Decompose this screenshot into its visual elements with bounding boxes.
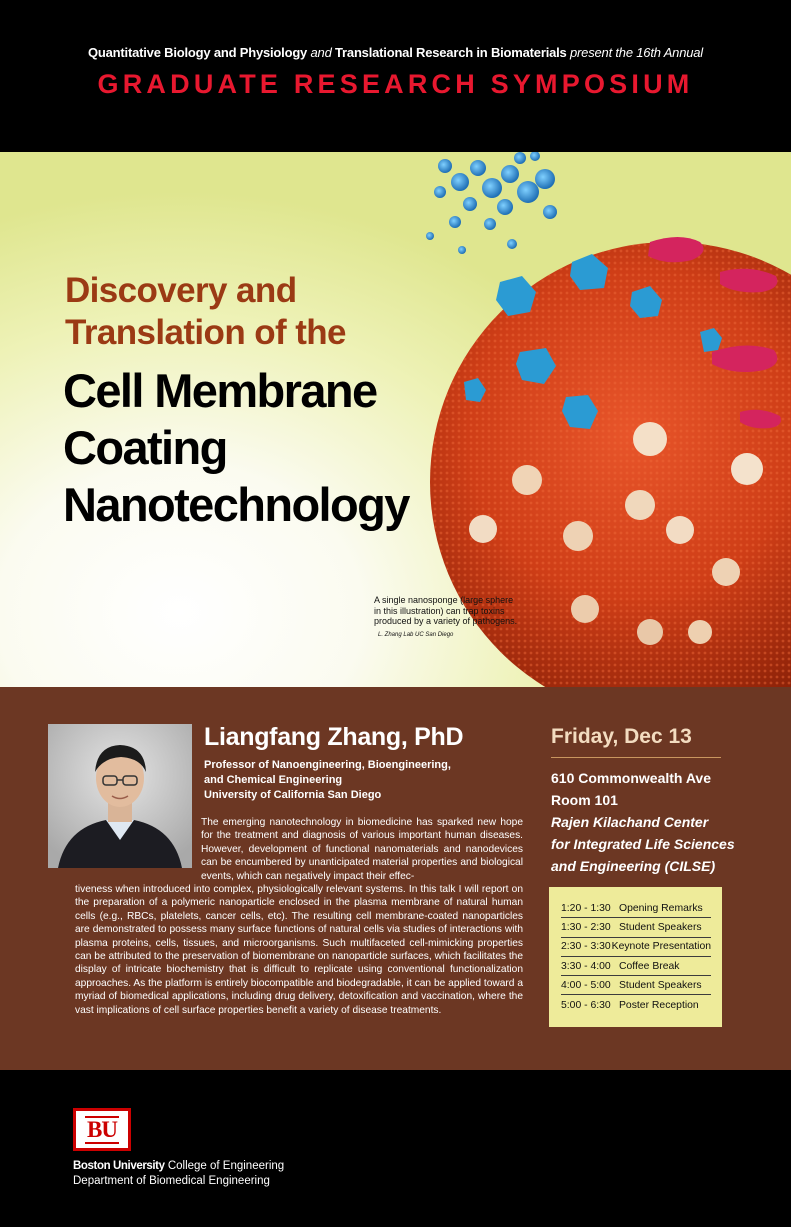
schedule-time: 1:30 - 2:30 (561, 921, 611, 933)
title-line-3: Cell Membrane (63, 364, 377, 417)
symposium-title: GRADUATE RESEARCH SYMPOSIUM (97, 69, 694, 99)
schedule-item: Student Speakers (619, 979, 702, 991)
schedule-row (561, 957, 711, 976)
title-line-1: Discovery and (65, 271, 297, 310)
affiliation-line-1: Professor of Nanoengineering, Bioengineering, (204, 759, 451, 771)
title-line-2: Translation of the (65, 313, 346, 352)
bu-logo (73, 1108, 131, 1151)
footer-college: College of Engineering (167, 1160, 285, 1172)
schedule-time: 4:00 - 5:00 (561, 979, 611, 991)
abstract-body: tiveness when introduced into complex, physiologically relevant systems. In this talk I will report on the preparation of a polymeric nanoparticle enclosed in the plasma membrane of natural human cells (e.g., RBCs, platelets, cancer cells, etc). The resulting cell membrane-coated nanoparticles are demonstrated to possess many surface functions of natural cells via studies of interactions with plasma proteins, cells, tissues, and microorganisms. Such multifaceted cell-mimicking properties can be attributed to the preservation of biomembrane on nanoparticle surfaces, which facilitates the display of intricate biochemistry that is difficult to replicate using conventional functionalization approaches. As the platform is entirely biocompatible and biodegradable, it can be applied toward a myriad of biomedical applications, including drug delivery, detoxification and vaccination, where the vast implications of cell surface properties benefit a variety of disease treatments. (75, 884, 523, 1016)
presenter-program-1: Quantitative Biology and Physiology (88, 45, 308, 60)
info-band (0, 687, 791, 1070)
bu-logo-text: BU (87, 1116, 117, 1142)
abstract-intro: The emerging nanotechnology in biomedicine has sparked new hope for the treatment and diagnosis of various important human diseases. However, development of functional nanomaterials and nanodevices can be encumbered by unanticipated material properties and biological events, which can negatively impact their effec- (201, 817, 523, 882)
presenters-suffix: present the 16th Annual (570, 45, 703, 60)
footer-institution (73, 1160, 284, 1172)
venue-address: 610 Commonwealth Ave (551, 770, 712, 786)
schedule-row (561, 976, 711, 995)
venue (551, 767, 735, 877)
image-credit: L. Zhang Lab UC San Diego (378, 632, 454, 638)
speaker-portrait (48, 724, 192, 868)
date-divider (551, 757, 721, 758)
schedule-row (561, 995, 711, 1014)
caption-line-1: A single nanosponge (large sphere (374, 595, 514, 605)
speaker-affiliation (204, 758, 504, 803)
schedule-time: 1:20 - 1:30 (561, 902, 611, 914)
schedule-row (561, 918, 711, 937)
header (0, 0, 791, 152)
toxin-cluster (426, 152, 557, 254)
caption-line-2: in this illustration) can trap toxins (374, 605, 505, 616)
schedule-box (549, 887, 722, 1027)
venue-center-line-2: for Integrated Life Sciences (551, 836, 735, 852)
schedule-item: Student Speakers (619, 921, 702, 933)
presenter-program-2: Translational Research in Biomaterials (335, 45, 567, 60)
schedule-item: Coffee Break (619, 960, 680, 972)
footer (0, 1070, 791, 1227)
schedule-item: Poster Reception (619, 999, 699, 1011)
speaker-photo (48, 724, 192, 868)
image-caption (374, 595, 524, 627)
schedule-time: 3:30 - 4:00 (561, 960, 611, 972)
talk-title-main (63, 362, 409, 533)
venue-center-line-1: Rajen Kilachand Center (551, 814, 709, 830)
schedule-row (561, 899, 711, 918)
schedule-item: Keynote Presentation (611, 941, 711, 953)
affiliation-line-3: University of California San Diego (204, 789, 382, 801)
footer-department: Department of Biomedical Engineering (73, 1175, 270, 1187)
footer-university: Boston University (73, 1160, 165, 1172)
talk-title-intro (65, 270, 346, 354)
schedule-row (561, 938, 711, 957)
schedule-time: 5:00 - 6:30 (561, 999, 611, 1011)
title-line-5: Nanotechnology (63, 478, 409, 531)
venue-room: Room 101 (551, 792, 618, 808)
hero (0, 152, 791, 687)
title-line-4: Coating (63, 421, 227, 474)
affiliation-line-2: and Chemical Engineering (204, 774, 343, 786)
speaker-name: Liangfang Zhang, PhD (204, 723, 464, 751)
schedule-item: Opening Remarks (619, 902, 703, 914)
presenters-line (0, 45, 791, 60)
event-date: Friday, Dec 13 (551, 725, 692, 748)
caption-line-3: produced by a variety of pathogens. (374, 616, 518, 626)
venue-center-line-3: and Engineering (CILSE) (551, 858, 716, 874)
schedule-time: 2:30 - 3:30 (561, 941, 611, 953)
presenters-and: and (310, 45, 332, 60)
